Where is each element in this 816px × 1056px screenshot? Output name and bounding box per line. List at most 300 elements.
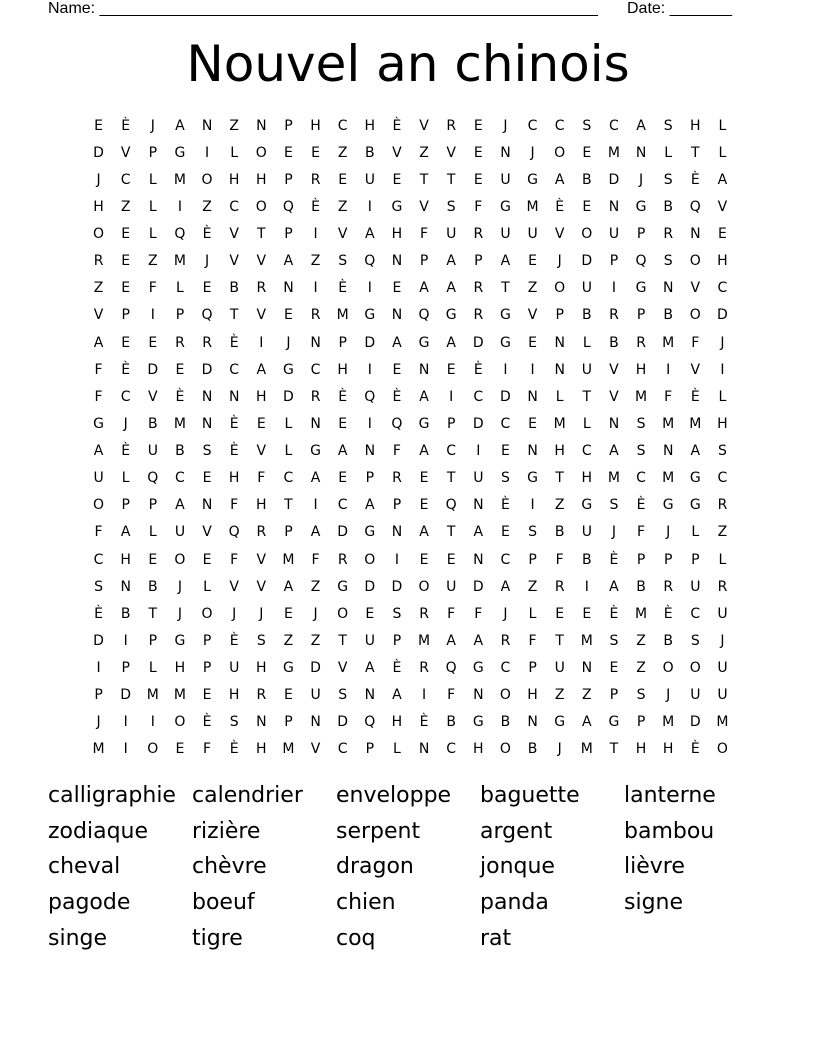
grid-letter: U	[690, 687, 701, 704]
grid-letter: R	[717, 497, 728, 514]
grid-letter: R	[663, 578, 674, 595]
grid-letter: A	[446, 632, 456, 649]
grid-letter: B	[636, 578, 646, 595]
grid-letter: B	[663, 632, 673, 649]
grid-letter: N	[554, 334, 565, 351]
grid-letter: A	[283, 578, 294, 595]
grid-letter: S	[446, 198, 456, 215]
grid-letter: T	[555, 632, 564, 649]
grid-letter: G	[418, 334, 430, 351]
grid-letter: U	[174, 524, 186, 541]
grid-letter: Z	[310, 253, 321, 270]
grid-letter: H	[554, 443, 565, 460]
grid-letter: O	[255, 198, 267, 215]
grid-letter: D	[310, 660, 321, 677]
grid-letter: V	[527, 307, 538, 324]
grid-letter: H	[256, 171, 267, 188]
grid-letter: D	[717, 307, 728, 324]
grid-letter: R	[473, 307, 484, 324]
grid-letter: L	[148, 524, 157, 541]
grid-letter: S	[500, 470, 510, 487]
grid-letter: S	[392, 605, 402, 622]
grid-letter: U	[446, 578, 457, 595]
date-field[interactable]: Date: _______	[627, 0, 732, 17]
grid-letter: U	[473, 470, 484, 487]
grid-letter: R	[256, 687, 267, 704]
grid-letter: A	[310, 524, 321, 541]
grid-letter: R	[310, 388, 321, 405]
grid-letter: R	[419, 605, 429, 622]
grid-letter: R	[310, 307, 321, 324]
grid-letter: S	[202, 443, 212, 460]
grid-letter: O	[255, 144, 267, 161]
grid-letter: M	[716, 714, 729, 731]
grid-letter: B	[365, 144, 375, 161]
grid-letter: N	[120, 578, 131, 595]
grid-letter: T	[446, 524, 456, 541]
grid-letter: C	[120, 388, 131, 405]
grid-letter: N	[310, 714, 321, 731]
grid-letter: J	[611, 524, 616, 541]
grid-letter: C	[337, 117, 348, 134]
grid-letter: E	[419, 470, 429, 487]
grid-letter: E	[446, 551, 456, 568]
grid-letter: N	[690, 226, 701, 243]
grid-letter: J	[123, 415, 128, 432]
word-list-item: enveloppe	[336, 783, 452, 809]
grid-letter: A	[717, 171, 728, 188]
grid-letter: È	[229, 415, 239, 432]
grid-letter: L	[582, 415, 591, 432]
grid-letter: C	[500, 660, 511, 677]
grid-letter: B	[229, 280, 239, 297]
grid-letter: B	[148, 415, 158, 432]
grid-letter: P	[148, 144, 158, 161]
grid-letter: È	[229, 741, 239, 758]
word-list-item: pagode	[48, 890, 131, 916]
grid-letter: G	[418, 415, 430, 432]
grid-letter: R	[663, 226, 674, 243]
grid-letter: A	[365, 497, 375, 514]
grid-letter: È	[636, 497, 646, 514]
grid-letter: E	[528, 253, 537, 270]
grid-letter: C	[93, 551, 104, 568]
grid-letter: È	[392, 660, 402, 677]
grid-letter: S	[338, 687, 348, 704]
grid-letter: E	[94, 117, 103, 134]
grid-letter: I	[449, 388, 454, 405]
grid-letter: R	[175, 334, 185, 351]
grid-letter: Z	[527, 578, 538, 595]
grid-letter: N	[662, 443, 674, 460]
grid-letter: H	[228, 171, 240, 188]
grid-letter: N	[310, 334, 321, 351]
grid-letter: M	[173, 253, 186, 270]
grid-letter: D	[337, 714, 349, 731]
grid-letter: G	[689, 497, 701, 514]
grid-letter: E	[419, 497, 429, 514]
grid-letter: J	[150, 117, 155, 134]
grid-letter: B	[175, 443, 185, 460]
grid-letter: T	[446, 171, 456, 188]
grid-letter: T	[555, 470, 564, 487]
grid-letter: P	[609, 253, 619, 270]
grid-letter: P	[284, 524, 293, 541]
grid-letter: B	[500, 714, 511, 731]
grid-letter: L	[148, 171, 157, 188]
grid-letter: P	[555, 307, 564, 324]
grid-letter: O	[337, 605, 349, 622]
grid-letter: M	[173, 415, 186, 432]
grid-letter: M	[336, 307, 349, 324]
grid-letter: F	[555, 551, 564, 568]
grid-letter: Q	[445, 660, 457, 677]
grid-letter: L	[582, 334, 591, 351]
grid-letter: A	[392, 334, 402, 351]
grid-letter: A	[473, 632, 484, 649]
grid-letter: A	[609, 578, 619, 595]
grid-letter: I	[503, 361, 508, 378]
name-field[interactable]: Name: ________________________________________________________	[48, 0, 598, 17]
grid-letter: N	[256, 714, 267, 731]
grid-letter: O	[174, 551, 186, 568]
grid-letter: P	[121, 660, 130, 677]
grid-letter: V	[690, 280, 701, 297]
grid-letter: B	[148, 578, 158, 595]
grid-letter: E	[121, 280, 131, 297]
grid-letter: È	[175, 388, 185, 405]
grid-letter: P	[392, 632, 402, 649]
grid-letter: N	[473, 497, 484, 514]
grid-letter: A	[365, 226, 375, 243]
grid-letter: F	[230, 497, 239, 514]
grid-letter: I	[123, 741, 128, 758]
grid-letter: A	[473, 524, 484, 541]
grid-letter: P	[284, 714, 293, 731]
grid-letter: N	[608, 415, 620, 432]
grid-letter: S	[663, 117, 673, 134]
grid-letter: U	[364, 171, 375, 188]
grid-letter: N	[310, 415, 321, 432]
grid-letter: P	[121, 307, 130, 324]
grid-letter: I	[584, 578, 589, 595]
grid-letter: È	[392, 388, 402, 405]
grid-letter: O	[499, 687, 511, 704]
grid-letter: A	[446, 280, 456, 297]
word-list-item: boeuf	[192, 890, 255, 916]
grid-letter: F	[447, 687, 456, 704]
grid-letter: N	[608, 198, 620, 215]
word-list-item: chèvre	[192, 854, 267, 880]
grid-letter: D	[581, 253, 593, 270]
grid-letter: B	[663, 198, 673, 215]
grid-letter: F	[474, 198, 483, 215]
grid-letter: N	[500, 144, 511, 161]
grid-letter: A	[419, 443, 429, 460]
grid-letter: J	[177, 578, 182, 595]
grid-letter: H	[337, 361, 348, 378]
grid-letter: G	[635, 280, 647, 297]
grid-letter: Z	[337, 198, 348, 215]
grid-letter: E	[392, 280, 402, 297]
grid-letter: M	[662, 470, 675, 487]
grid-letter: R	[392, 470, 402, 487]
grid-letter: F	[420, 226, 429, 243]
grid-letter: E	[582, 144, 592, 161]
grid-letter: G	[608, 714, 620, 731]
grid-letter: F	[392, 443, 401, 460]
grid-letter: È	[338, 388, 348, 405]
grid-letter: S	[717, 443, 727, 460]
grid-letter: R	[256, 524, 267, 541]
grid-letter: E	[284, 605, 293, 622]
grid-letter: O	[499, 741, 511, 758]
grid-letter: H	[391, 714, 403, 731]
grid-letter: G	[174, 632, 186, 649]
grid-letter: A	[392, 687, 402, 704]
grid-letter: S	[663, 253, 673, 270]
grid-letter: Q	[174, 226, 186, 243]
grid-letter: B	[554, 524, 565, 541]
grid-letter: P	[284, 171, 293, 188]
grid-letter: A	[93, 334, 104, 351]
grid-letter: M	[92, 741, 105, 758]
grid-letter: P	[365, 741, 375, 758]
word-list-item: lanterne	[624, 783, 716, 809]
word-list-item: coq	[336, 925, 376, 951]
grid-letter: M	[607, 470, 620, 487]
grid-letter: M	[689, 415, 702, 432]
grid-letter: D	[472, 578, 484, 595]
grid-letter: G	[310, 443, 321, 460]
grid-letter: A	[120, 524, 131, 541]
grid-letter: Z	[310, 578, 321, 595]
grid-letter: F	[94, 388, 103, 405]
grid-letter: V	[717, 198, 728, 215]
grid-letter: G	[174, 144, 186, 161]
grid-letter: N	[527, 714, 538, 731]
grid-letter: M	[173, 687, 186, 704]
word-list-item: signe	[624, 890, 684, 916]
grid-letter: S	[94, 578, 103, 595]
grid-letter: G	[581, 497, 593, 514]
grid-letter: V	[256, 253, 267, 270]
grid-letter: P	[148, 632, 158, 649]
grid-letter: P	[338, 334, 347, 351]
grid-letter: Z	[283, 632, 294, 649]
grid-letter: A	[419, 280, 429, 297]
grid-letter: F	[664, 388, 673, 405]
grid-letter: Z	[148, 253, 158, 270]
grid-letter: È	[229, 632, 239, 649]
grid-letter: G	[527, 470, 538, 487]
grid-letter: Z	[120, 198, 131, 215]
grid-letter: C	[310, 361, 321, 378]
grid-letter: J	[666, 687, 671, 704]
grid-letter: È	[229, 334, 239, 351]
grid-letter: Z	[554, 687, 565, 704]
grid-letter: M	[635, 388, 648, 405]
grid-letter: D	[500, 388, 511, 405]
grid-letter: O	[418, 578, 430, 595]
grid-letter: U	[446, 226, 457, 243]
grid-letter: J	[666, 524, 671, 541]
grid-letter: V	[690, 361, 701, 378]
word-list-item: cheval	[48, 854, 121, 880]
grid-letter: Z	[419, 144, 429, 161]
grid-letter: U	[581, 280, 592, 297]
grid-letter: I	[394, 551, 399, 568]
grid-letter: E	[528, 415, 537, 432]
grid-letter: O	[554, 144, 566, 161]
grid-letter: E	[202, 470, 212, 487]
grid-letter: I	[367, 361, 372, 378]
grid-letter: A	[500, 253, 511, 270]
word-list-item: rat	[480, 925, 512, 951]
grid-letter: P	[175, 307, 185, 324]
grid-letter: È	[473, 361, 483, 378]
grid-letter: Q	[391, 415, 403, 432]
grid-letter: T	[229, 307, 239, 324]
grid-letter: È	[338, 280, 348, 297]
grid-letter: C	[175, 470, 185, 487]
grid-letter: V	[310, 741, 321, 758]
grid-letter: Z	[202, 198, 212, 215]
grid-letter: G	[364, 307, 376, 324]
grid-letter: Q	[635, 253, 647, 270]
grid-letter: I	[666, 361, 671, 378]
grid-letter: B	[120, 605, 131, 622]
grid-letter: C	[717, 470, 728, 487]
grid-letter: S	[528, 524, 537, 541]
grid-letter: N	[473, 687, 484, 704]
grid-letter: D	[147, 361, 159, 378]
word-list-item: lièvre	[624, 854, 685, 880]
grid-letter: D	[472, 415, 484, 432]
grid-letter: Z	[554, 497, 565, 514]
grid-letter: N	[228, 388, 240, 405]
word-list-item: jonque	[480, 854, 555, 880]
grid-letter: P	[365, 470, 375, 487]
grid-letter: B	[582, 551, 592, 568]
grid-letter: O	[93, 226, 105, 243]
grid-letter: C	[636, 470, 646, 487]
grid-letter: D	[364, 578, 376, 595]
grid-letter: A	[310, 470, 321, 487]
grid-letter: A	[256, 361, 267, 378]
grid-letter: P	[446, 415, 456, 432]
grid-letter: R	[636, 334, 646, 351]
grid-letter: P	[663, 551, 673, 568]
grid-letter: O	[174, 714, 186, 731]
grid-letter: Z	[337, 144, 348, 161]
grid-letter: L	[718, 551, 727, 568]
grid-letter: H	[256, 388, 267, 405]
grid-letter: D	[120, 687, 132, 704]
word-list-item: serpent	[336, 818, 421, 844]
page-title: Nouvel an chinois	[186, 35, 630, 93]
grid-letter: E	[473, 144, 483, 161]
grid-letter: I	[476, 443, 481, 460]
grid-letter: E	[121, 226, 131, 243]
grid-letter: A	[609, 443, 619, 460]
grid-letter: A	[636, 117, 646, 134]
grid-letter: C	[229, 198, 240, 215]
grid-letter: N	[201, 497, 213, 514]
grid-letter: I	[313, 497, 318, 514]
grid-letter: P	[94, 687, 103, 704]
grid-letter: H	[690, 117, 701, 134]
grid-letter: L	[203, 578, 211, 595]
grid-letter: F	[311, 551, 320, 568]
grid-letter: È	[690, 741, 700, 758]
grid-letter: L	[176, 280, 184, 297]
grid-letter: A	[175, 117, 185, 134]
grid-letter: S	[636, 687, 646, 704]
grid-letter: O	[689, 660, 701, 677]
grid-letter: U	[554, 660, 565, 677]
grid-letter: O	[364, 551, 376, 568]
grid-letter: Z	[717, 524, 728, 541]
grid-letter: N	[635, 144, 647, 161]
grid-letter: G	[500, 198, 511, 215]
grid-letter: V	[256, 551, 267, 568]
grid-letter: N	[418, 741, 430, 758]
grid-letter: È	[555, 198, 565, 215]
grid-letter: V	[229, 578, 239, 595]
grid-letter: I	[611, 280, 616, 297]
grid-letter: I	[259, 334, 264, 351]
grid-letter: I	[313, 226, 318, 243]
grid-letter: H	[581, 470, 593, 487]
grid-letter: L	[718, 388, 727, 405]
grid-letter: E	[582, 605, 592, 622]
grid-letter: È	[501, 497, 510, 514]
word-list-item: panda	[480, 890, 549, 916]
grid-letter: R	[310, 171, 321, 188]
grid-letter: E	[202, 687, 212, 704]
grid-letter: C	[690, 605, 701, 622]
grid-letter: D	[364, 334, 376, 351]
grid-letter: G	[445, 307, 457, 324]
grid-letter: G	[689, 470, 701, 487]
grid-letter: H	[717, 253, 728, 270]
grid-letter: I	[313, 280, 318, 297]
grid-letter: U	[581, 524, 592, 541]
grid-letter: H	[662, 741, 674, 758]
grid-letter: P	[609, 687, 619, 704]
grid-letter: B	[663, 307, 673, 324]
grid-letter: H	[120, 551, 131, 568]
letter-grid	[85, 112, 736, 763]
grid-letter: J	[96, 171, 101, 188]
grid-letter: E	[582, 198, 592, 215]
grid-letter: F	[203, 741, 212, 758]
grid-letter: R	[717, 578, 728, 595]
grid-letter: P	[691, 551, 700, 568]
grid-letter: L	[284, 443, 293, 460]
grid-letter: G	[554, 714, 566, 731]
grid-letter: H	[256, 497, 267, 514]
grid-letter: J	[96, 714, 101, 731]
grid-letter: S	[636, 443, 646, 460]
grid-letter: D	[201, 361, 213, 378]
grid-letter: R	[500, 632, 511, 649]
grid-letter: C	[609, 117, 619, 134]
grid-letter: U	[500, 171, 511, 188]
grid-letter: E	[501, 443, 510, 460]
grid-letter: N	[554, 361, 565, 378]
